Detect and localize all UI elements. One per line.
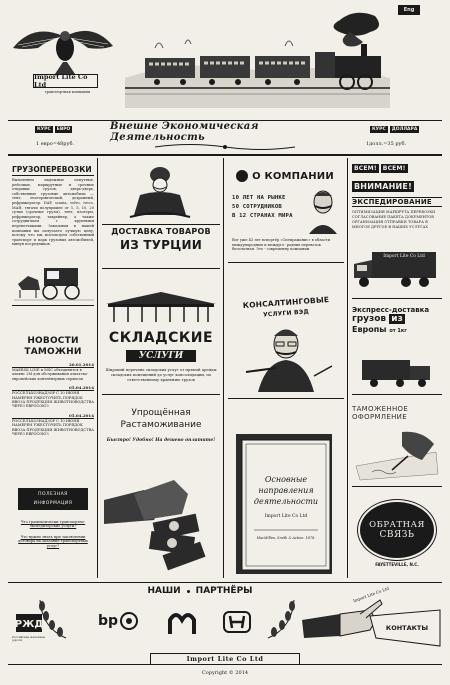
divider bbox=[228, 398, 344, 399]
book-title-line3: деятельности bbox=[253, 497, 319, 506]
customs-simplified-line2[interactable]: Растаможивание bbox=[120, 420, 202, 430]
column-divider bbox=[223, 158, 224, 578]
attention-badge: ВСЕМ! bbox=[354, 165, 377, 172]
customs-simplified-line1[interactable]: Упрощённая bbox=[131, 408, 191, 418]
attention-heading[interactable]: ВНИМАНИЕ! bbox=[354, 182, 412, 191]
customs-clearance-heading[interactable] bbox=[352, 405, 442, 421]
about-heading-row bbox=[230, 166, 340, 186]
rzd-caption: Российские железные дороги bbox=[12, 635, 46, 643]
footer-title: Import Lite Co Ltd bbox=[150, 653, 300, 665]
customs-clearance-line1: ТАМОЖЕННОЕ bbox=[352, 405, 409, 413]
delivery-turkey-line1[interactable]: ДОСТАВКА ТОВАРОВ bbox=[102, 224, 220, 236]
about-heading[interactable]: О КОМПАНИИ bbox=[252, 170, 334, 182]
useful-link[interactable]: Что нужно знать при заключении договора на оказание транспортных услуг? bbox=[18, 534, 88, 548]
forwarding-heading[interactable]: ЭКСПЕДИРОВАНИЕ bbox=[352, 197, 442, 207]
divider bbox=[352, 486, 442, 487]
news-text: РОССЕЛЬХОЗНАДЗОР С 10 ИЮНЯ НАМЕРЕН УЖЕСТОЧИТЬ ПОРЯДОК ВВОЗА ПРОДУКЦИИ ЖИВОТНОВОДСТВА ЧЕРЕЗ ЕВРОСОЮЗ bbox=[12, 391, 94, 409]
customs-news-heading[interactable]: НОВОСТИ ТАМОЖНИ bbox=[24, 336, 82, 357]
company-logo[interactable]: Import Lite Co Ltd bbox=[33, 74, 98, 88]
lang-switch[interactable]: Eng bbox=[398, 5, 420, 15]
laurel-right-icon bbox=[262, 594, 302, 642]
book-title-line1: Основные bbox=[264, 475, 308, 484]
warehouse-heading[interactable]: СКЛАДСКИЕ bbox=[108, 330, 214, 346]
contacts-button[interactable]: КОНТАКТЫ bbox=[385, 624, 429, 632]
news-date: 05.04.2014 bbox=[12, 413, 94, 419]
euro-badge-1: КУРС bbox=[37, 127, 51, 132]
forwarding-text: ОПТИМИЗАЦИЯ МАРШРУТА ПЕРЕВОЗКИ СОГЛАСОВАНИЕ ПАКЕТА ДОКУМЕНТОВ ОРГАНИЗАЦИЯ ОТПРАВКИ ТОВАРА В МНОГОЕ ДРУГОЕ В НАШИХ УСЛУГАХ bbox=[352, 210, 436, 229]
news-text: РОССЕЛЬХОЗНАДЗОР С 10 ИЮНЯ НАМЕРЕН УЖЕСТОЧИТЬ ПОРЯДОК ВВОЗА ПРОДУКЦИИ ЖИВОТНОВОДСТВА ЧЕРЕЗ ЕВРОСОЮЗ bbox=[12, 418, 94, 437]
contacts-company: Import Lite Co Ltd bbox=[352, 585, 390, 604]
partners-heading: НАШИ ПАРТНЁРЫ bbox=[147, 586, 253, 596]
bullet-icon bbox=[236, 170, 248, 182]
attention-block bbox=[352, 164, 442, 193]
stat-countries: В 12 СТРАНАХ МИРА bbox=[232, 213, 293, 219]
feedback-line1: ОБРАТНАЯ bbox=[369, 520, 425, 530]
feedback-button[interactable] bbox=[358, 500, 436, 560]
title-flourish-icon bbox=[150, 142, 300, 152]
column-divider bbox=[97, 158, 98, 578]
truck-label: Import Lite Co Ltd bbox=[374, 254, 434, 259]
cargo-text: Выполняем надежные попутные, рейсовые, маршрутные и срочные отправки грузов, дверь-дверь, собственные грузовые автомобили — тент, изотермический, дохранный, рефрижератор. DAF, scania, volvo, iveco, МАН, тягачи полуприцеп от 1, 5, 10, 20 сутки (срочные грузы), тент, изотерм, рефрижератор, таврейнер, а также сотрудничаем с крупными перевозчиками. Заказывая в нашей компании вы получаете лучшую цену, потому что мы используем собственный транспорт и парк грузовых автомобилей, минуя посредников. bbox=[12, 178, 94, 247]
mcdonalds-logo-icon[interactable] bbox=[168, 612, 196, 634]
attention-badge: ВСЕМ! bbox=[382, 165, 406, 172]
express-block[interactable] bbox=[352, 306, 442, 336]
book-imprint: MacMillan, Smith & Action. 1878. bbox=[256, 536, 316, 540]
euro-badges bbox=[35, 126, 72, 133]
writer-illustration bbox=[236, 322, 336, 392]
divider bbox=[352, 394, 442, 395]
divider bbox=[12, 305, 94, 306]
mustache-portrait-illustration bbox=[305, 188, 341, 234]
honda-logo-icon[interactable] bbox=[222, 610, 252, 634]
about-stats bbox=[232, 194, 306, 221]
customs-slogan: Быстро! Удобно! На дешево оплатите! bbox=[106, 438, 216, 443]
stat-years: 10 ЛЕТ НА РЫНКЕ bbox=[232, 195, 286, 201]
divider bbox=[8, 582, 442, 583]
useful-link[interactable]: Что грамматически транспортно-экспедиторские услуги? bbox=[20, 520, 86, 529]
feedback-location: FAYETTEVILLE, N.C. bbox=[375, 562, 419, 567]
main-title: Внешне Экономическая Деятельность bbox=[110, 121, 259, 143]
truck-illustration bbox=[352, 240, 442, 290]
dollar-badge-1: КУРС bbox=[372, 127, 386, 132]
bp-logo[interactable] bbox=[98, 612, 138, 630]
signing-hand-illustration bbox=[352, 426, 442, 482]
stat-employees: 50 СОТРУДНИКОВ bbox=[232, 204, 282, 210]
news-item[interactable] bbox=[12, 413, 94, 437]
euro-rate: 1 евро=48руб. bbox=[36, 141, 75, 147]
express-line1: Экспресс-доставка bbox=[352, 306, 430, 314]
delivery-wagon-illustration bbox=[352, 356, 442, 388]
delivery-turkey-line2[interactable]: ИЗ ТУРЦИИ bbox=[120, 238, 202, 252]
warehouse-subheading[interactable]: УСЛУГИ bbox=[126, 350, 196, 362]
express-line3: Европы от 1кг bbox=[352, 325, 407, 334]
useful-info-label[interactable]: ПОЛЕЗНАЯ ИНФОРМАЦИЯ bbox=[18, 488, 88, 510]
dollar-badges bbox=[370, 126, 419, 133]
divider bbox=[8, 154, 442, 156]
divider bbox=[8, 120, 442, 121]
express-line2: грузов из bbox=[352, 314, 403, 324]
divider bbox=[352, 298, 442, 299]
footer-copyright: Copyright © 2014 bbox=[201, 670, 249, 676]
bp-text: bp bbox=[98, 613, 119, 629]
euro-badge-2: ЕВРО bbox=[56, 127, 71, 132]
news-date: 05.04.2014 bbox=[12, 385, 94, 391]
divider bbox=[102, 268, 220, 269]
warehouse-illustration bbox=[104, 290, 218, 324]
money-hand-illustration bbox=[104, 450, 218, 575]
dot-icon bbox=[187, 590, 190, 593]
about-text: Вот уже 43 лет вспортёр «Спепраманис» в области международных и междуго- родних перевозок бесплатная. Это - современну компании. bbox=[232, 238, 331, 252]
logo-subtitle: транспортная компания bbox=[44, 90, 91, 94]
train-illustration bbox=[125, 8, 390, 108]
divider bbox=[102, 394, 220, 395]
book-company: Import Lite Co Ltd bbox=[264, 514, 308, 519]
customs-clearance-line2: ОФОРМЛЕНИЕ bbox=[352, 413, 407, 421]
divider bbox=[228, 262, 344, 263]
feedback-line2: СВЯЗЬ bbox=[379, 530, 415, 540]
book-title-line2: направления bbox=[258, 486, 314, 495]
turk-illustration bbox=[120, 165, 200, 223]
news-item[interactable] bbox=[12, 362, 94, 381]
news-date: 20.01.2014 bbox=[12, 362, 94, 368]
dollar-rate: 1долл.=35 руб. bbox=[366, 141, 407, 147]
news-list bbox=[12, 362, 94, 436]
warehouse-text: Широкий перечень складских услуг от прямой аренды складских помещений до услуг консолидации, по ответственному хранению грузов bbox=[105, 367, 217, 382]
carriage-illustration bbox=[14, 262, 94, 302]
news-item[interactable] bbox=[12, 385, 94, 409]
rzd-logo-icon[interactable] bbox=[14, 612, 44, 634]
consulting-heading[interactable]: КОНСАЛТИНГОВЫЕ bbox=[242, 294, 330, 311]
cargo-heading[interactable]: ГРУЗОПЕРЕВОЗКИ bbox=[12, 165, 94, 176]
eagle-illustration bbox=[8, 18, 118, 78]
dollar-badge-2: ДОЛЛАРА bbox=[391, 127, 418, 132]
useful-info-list bbox=[14, 520, 92, 548]
book-title[interactable] bbox=[242, 474, 330, 507]
news-text: MAERSK LINE и MSC объединятся в альянс 2M для обслуживания азиатско-европейских контейнерных сервисов bbox=[12, 368, 89, 381]
contacts-hand-illustration bbox=[300, 590, 445, 654]
svg-text:РЖД: РЖД bbox=[14, 619, 44, 630]
column-divider bbox=[347, 158, 348, 578]
bp-sunflower-icon bbox=[120, 612, 138, 630]
consulting-subheading[interactable]: УСЛУГИ ВЭД bbox=[262, 308, 310, 319]
